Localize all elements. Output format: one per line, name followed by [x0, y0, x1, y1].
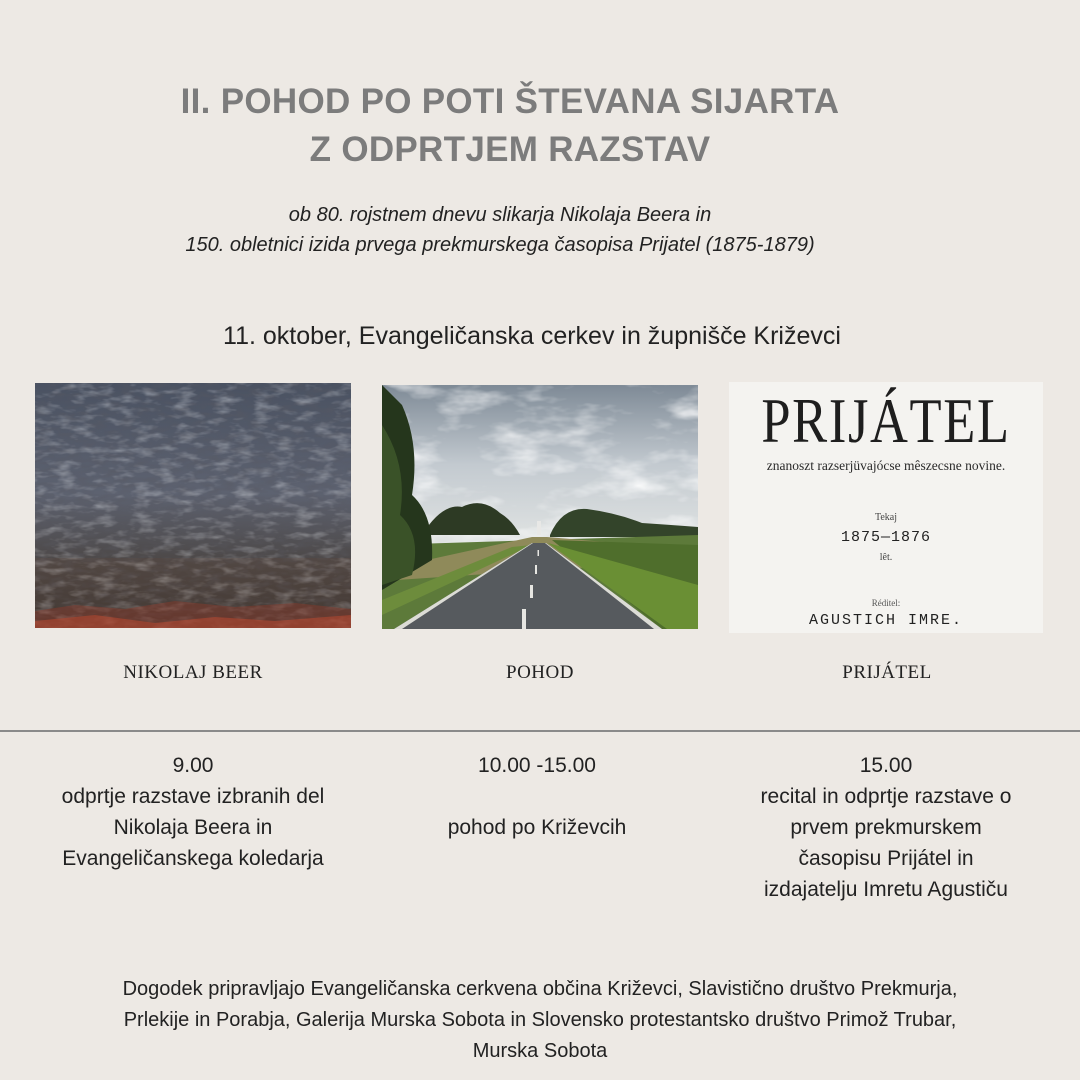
newspaper-masthead-image [729, 382, 1043, 633]
newspaper-author: AGUSTICH IMRE. [808, 612, 964, 629]
newspaper-subtitle: znanoszt razserjüvajócse mêszecsne novine. [766, 458, 1006, 473]
schedule-col-1-line: Nikolaja Beera in [113, 816, 273, 839]
schedule-col-3-line: izdajatelju Imretu Agustiču [764, 878, 1008, 901]
newspaper-title: PRIJÁTEL [761, 385, 1011, 456]
road-landscape [382, 385, 698, 629]
schedule-col-3-line: prvem prekmurskem [790, 816, 982, 839]
schedule-col-3 [722, 750, 1050, 905]
schedule-col-1 [30, 750, 356, 874]
schedule-col-1-time: 9.00 [172, 754, 214, 777]
schedule-col-3-line: recital in odprtje razstave o [760, 785, 1012, 808]
footer-line1: Dogodek pripravljajo Evangeličanska cerkvena občina Križevci, Slavistično društvo Prekmurja, [122, 978, 958, 1000]
footer-line2: Prlekije in Porabja, Galerija Murska Sobota in Slovensko protestantsko društvo Primož Trubar, [123, 1009, 957, 1031]
schedule-col-1-line: odprtje razstave izbranih del [61, 785, 325, 808]
event-title-line1: II. POHOD PO POTI ŠTEVANA SIJARTA [180, 82, 840, 121]
schedule-col-3-line: časopisu Prijátel in [798, 847, 974, 870]
newspaper-years: 1875—1876 [840, 529, 931, 546]
painting-artwork [35, 383, 351, 628]
schedule-col-3-time: 15.00 [859, 754, 913, 777]
organizers-footer [40, 974, 1040, 1067]
event-title-line2: Z ODPRTJEM RAZSTAV [309, 130, 711, 169]
section-divider [0, 730, 1080, 732]
hike-road-image [382, 385, 698, 629]
footer-line3: Murska Sobota [472, 1040, 608, 1062]
newspaper-reditel: Réditel: [871, 598, 901, 608]
event-title [0, 78, 1020, 174]
event-subtitle [0, 200, 1000, 260]
schedule-col-2 [382, 750, 692, 843]
caption-hike: POHOD [506, 662, 574, 683]
caption-newspaper: PRIJÁTEL [842, 662, 932, 683]
schedule-col-2-line: pohod po Križevcih [447, 816, 627, 839]
event-subtitle-line1: ob 80. rojstnem dnevu slikarja Nikolaja Beera in [288, 204, 712, 226]
newspaper-let: lêt. [879, 552, 893, 563]
newspaper-tekaj: Tekaj [874, 512, 898, 523]
caption-painting: NIKOLAJ BEER [123, 662, 263, 683]
painting-image [35, 383, 351, 628]
date-location: 11. oktober, Evangeličanska cerkev in župnišče Križevci [223, 322, 841, 350]
schedule-col-2-time: 10.00 -15.00 [478, 754, 596, 777]
event-subtitle-line2: 150. obletnici izida prvega prekmurskega časopisa Prijatel (1875-1879) [185, 234, 815, 256]
schedule-col-1-line: Evangeličanskega koledarja [62, 847, 324, 870]
